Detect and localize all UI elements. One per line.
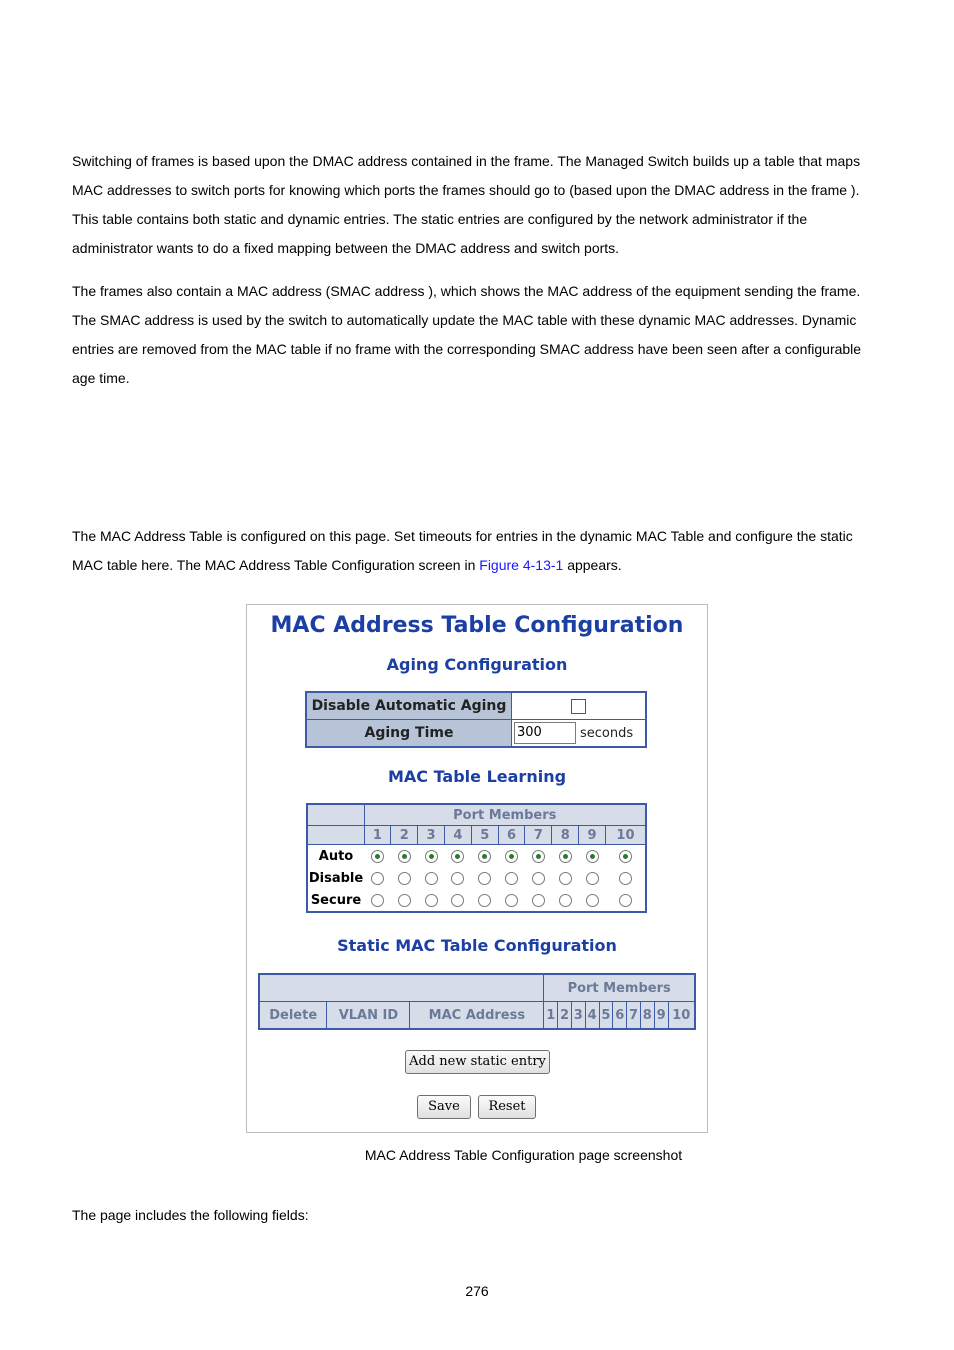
learning-radio-auto[interactable] [619,850,632,863]
learning-port-header: 1 [364,826,391,845]
learning-mode-label: Auto [307,845,364,868]
learning-port-header: 3 [418,826,445,845]
learning-radio-auto[interactable] [451,850,464,863]
learning-radio-secure[interactable] [586,894,599,907]
learning-radio-secure[interactable] [451,894,464,907]
page-title: MAC Address Table Configuration [270,613,684,638]
paragraph-intro-end: appears. [563,557,622,573]
learning-radio-disable[interactable] [619,872,632,885]
learning-radio-secure[interactable] [559,894,572,907]
learning-radio-secure[interactable] [532,894,545,907]
static-port-header: 5 [599,1002,613,1030]
static-table [258,973,696,1030]
paragraph-smac: The frames also contain a MAC address (SMAC address ), which shows the MAC address of the equipment sending the frame. The SMAC address is used by the switch to automatically update the MAC table with these dynamic MAC addresses. Dynamic entries are removed from the MAC table if no frame with the corresponding SMAC address have been seen after a configurable age time. [72,283,862,386]
static-column-header: MAC Address [410,1002,544,1030]
learning-port-members-header: Port Members [364,804,646,826]
learning-radio-disable[interactable] [559,872,572,885]
learning-radio-disable[interactable] [505,872,518,885]
save-button[interactable]: Save [417,1095,471,1119]
learning-radio-disable[interactable] [451,872,464,885]
aging-time-label: Aging Time [306,720,512,748]
learning-radio-auto[interactable] [532,850,545,863]
learning-radio-secure[interactable] [425,894,438,907]
learning-radio-secure[interactable] [505,894,518,907]
static-port-members-header: Port Members [544,974,695,1002]
figure-link[interactable]: Figure 4-13-1 [479,557,564,573]
learning-radio-disable[interactable] [398,872,411,885]
learning-radio-disable[interactable] [371,872,384,885]
learning-mode-row [307,889,646,912]
figure-caption: MAC Address Table Configuration page screenshot [364,1147,683,1163]
paragraph-switching: Switching of frames is based upon the DMAC address contained in the frame. The Managed Switch builds up a table that maps MAC addresses to switch ports for knowing which ports the frames should go to (based upon the DMAC address in the frame ). This table contains both static and dynamic entries. The static entries are configured by the network administrator if the administrator wants to do a fixed mapping between the DMAC address and switch ports. [72,153,861,256]
aging-table [305,691,647,748]
static-port-header: 9 [654,1002,668,1030]
static-port-header: 2 [558,1002,572,1030]
learning-radio-secure[interactable] [478,894,491,907]
learning-radio-auto[interactable] [505,850,518,863]
static-port-header: 1 [544,1002,558,1030]
learning-radio-auto[interactable] [371,850,384,863]
screenshot-panel [246,604,708,1133]
learning-port-header: 9 [579,826,606,845]
paragraph-fields: The page includes the following fields: [72,1207,309,1223]
learning-port-header: 2 [391,826,418,845]
learning-radio-disable[interactable] [586,872,599,885]
static-port-header: 3 [571,1002,585,1030]
paragraph-intro-text: The MAC Address Table is configured on this page. Set timeouts for entries in the dynamic MAC Table and configure the static MAC table here. The MAC Address Table Configuration screen in [72,528,853,573]
static-port-header: 4 [585,1002,599,1030]
static-port-header: 10 [668,1002,695,1030]
learning-mode-row [307,867,646,889]
learning-port-header: 4 [444,826,471,845]
learning-mode-label: Secure [307,889,364,912]
aging-time-input[interactable]: 300 [514,722,576,744]
learning-heading: MAC Table Learning [387,767,567,786]
static-heading: Static MAC Table Configuration [337,936,617,955]
static-port-header: 8 [640,1002,654,1030]
static-column-header: VLAN ID [327,1002,410,1030]
static-column-header: Delete [259,1002,327,1030]
learning-port-header: 6 [498,826,525,845]
disable-aging-label: Disable Automatic Aging [306,692,512,720]
learning-port-header: 7 [525,826,552,845]
add-static-entry-button[interactable]: Add new static entry [405,1050,550,1074]
disable-aging-checkbox[interactable] [571,699,586,714]
learning-radio-disable[interactable] [425,872,438,885]
paragraph-intro [72,522,887,580]
learning-port-header: 8 [552,826,579,845]
learning-radio-auto[interactable] [398,850,411,863]
learning-mode-row [307,845,646,868]
learning-port-header: 10 [605,826,646,845]
aging-time-unit: seconds [580,725,634,741]
learning-port-header: 5 [471,826,498,845]
learning-radio-secure[interactable] [619,894,632,907]
aging-heading: Aging Configuration [386,655,568,674]
page-number: 276 [465,1283,489,1299]
learning-radio-disable[interactable] [532,872,545,885]
learning-mode-label: Disable [307,867,364,889]
learning-radio-auto[interactable] [586,850,599,863]
reset-button[interactable]: Reset [478,1095,536,1119]
learning-radio-auto[interactable] [559,850,572,863]
learning-radio-secure[interactable] [398,894,411,907]
learning-radio-secure[interactable] [371,894,384,907]
static-port-header: 6 [613,1002,627,1030]
learning-table [306,803,647,913]
static-port-header: 7 [627,1002,641,1030]
learning-radio-auto[interactable] [478,850,491,863]
learning-radio-disable[interactable] [478,872,491,885]
learning-radio-auto[interactable] [425,850,438,863]
